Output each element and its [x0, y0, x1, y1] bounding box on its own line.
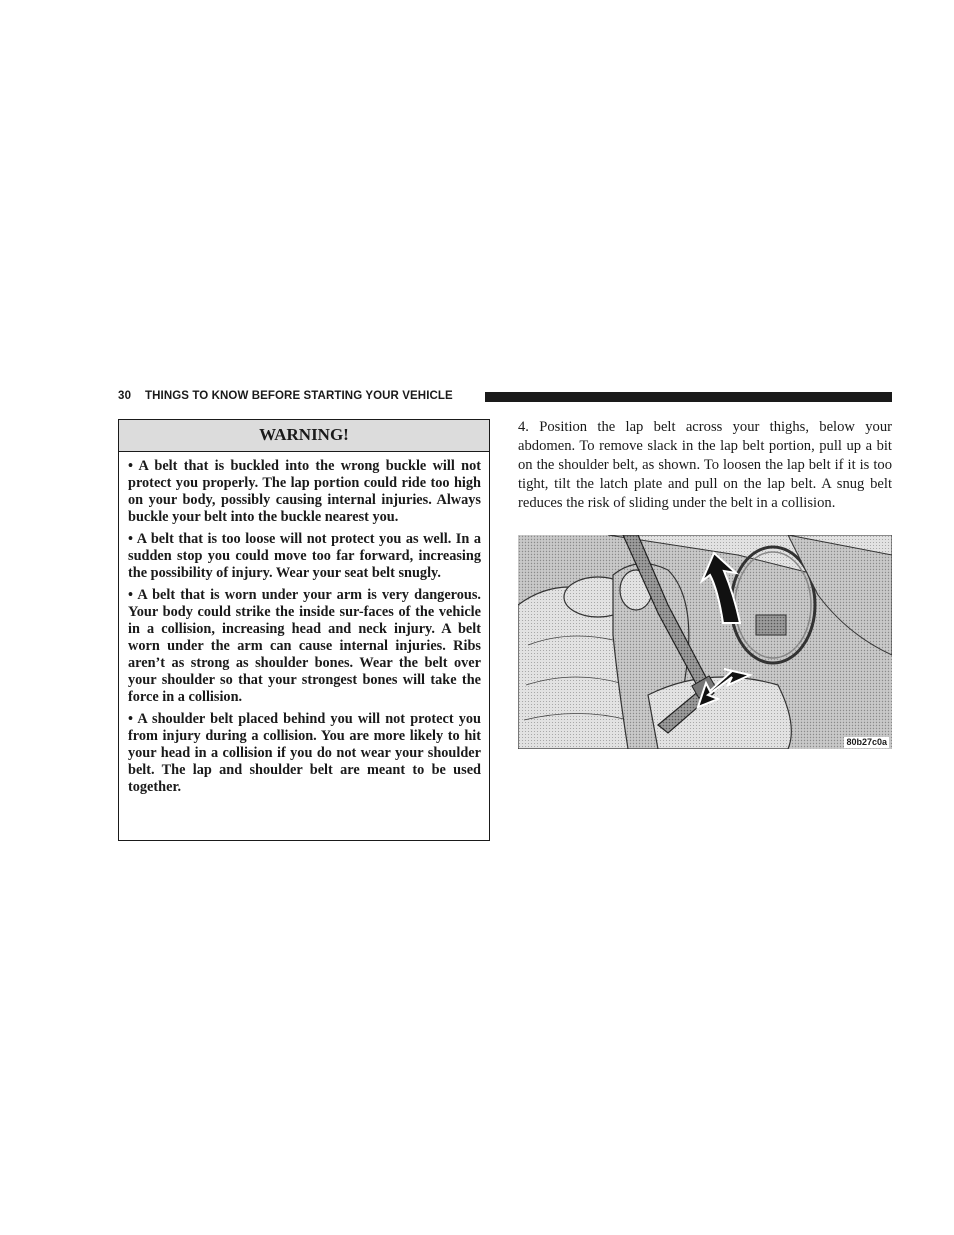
- step-4-paragraph: 4. Position the lap belt across your thighs, below your abdomen. To remove slack in the lap belt portion, pull up a bit on the shoulder belt, as shown. To loosen the lap belt if it is too tight, tilt the latch plate and pull on the lap belt. A snug belt reduces the risk of sliding under the belt in a collision.: [518, 419, 892, 511]
- warning-bullet-behind-back: • A shoulder belt placed behind you will not protect you from injury during a collision. You are more likely to hit your head in a collision if you do not wear your shoulder belt. The lap and shoulder belt are meant to be used together.: [128, 711, 481, 795]
- figure-code: 80b27c0a: [846, 737, 887, 747]
- warning-bullet-wrong-buckle: • A belt that is buckled into the wrong buckle will not protect you properly. The lap portion could ride too high on your body, possibly causing internal injuries. Always buckle your belt into the buckle nearest you.: [128, 458, 481, 525]
- warning-box: [118, 419, 490, 841]
- page-header: [118, 389, 892, 405]
- warning-title: WARNING!: [119, 420, 489, 452]
- seat-belt-drawing: [518, 535, 892, 749]
- warning-bullet-too-loose: • A belt that is too loose will not protect you as well. In a sudden stop you could move too far forward, increasing the possibility of injury. Wear your seat belt snugly.: [128, 531, 481, 581]
- warning-bullet-under-arm: • A belt that is worn under your arm is very dangerous. Your body could strike the inside sur-faces of the vehicle in a collision, increasing head and neck injury. A belt worn under the arm can cause internal injuries. Ribs aren’t as strong as shoulder bones. Wear the belt over your shoulder so that your strongest bones will take the force in a collision.: [128, 587, 481, 705]
- seat-belt-illustration: [518, 535, 892, 749]
- section-title: THINGS TO KNOW BEFORE STARTING YOUR VEHICLE: [145, 390, 453, 402]
- page-number: 30: [118, 390, 132, 402]
- warning-body: [119, 452, 489, 796]
- header-rule: [485, 392, 892, 402]
